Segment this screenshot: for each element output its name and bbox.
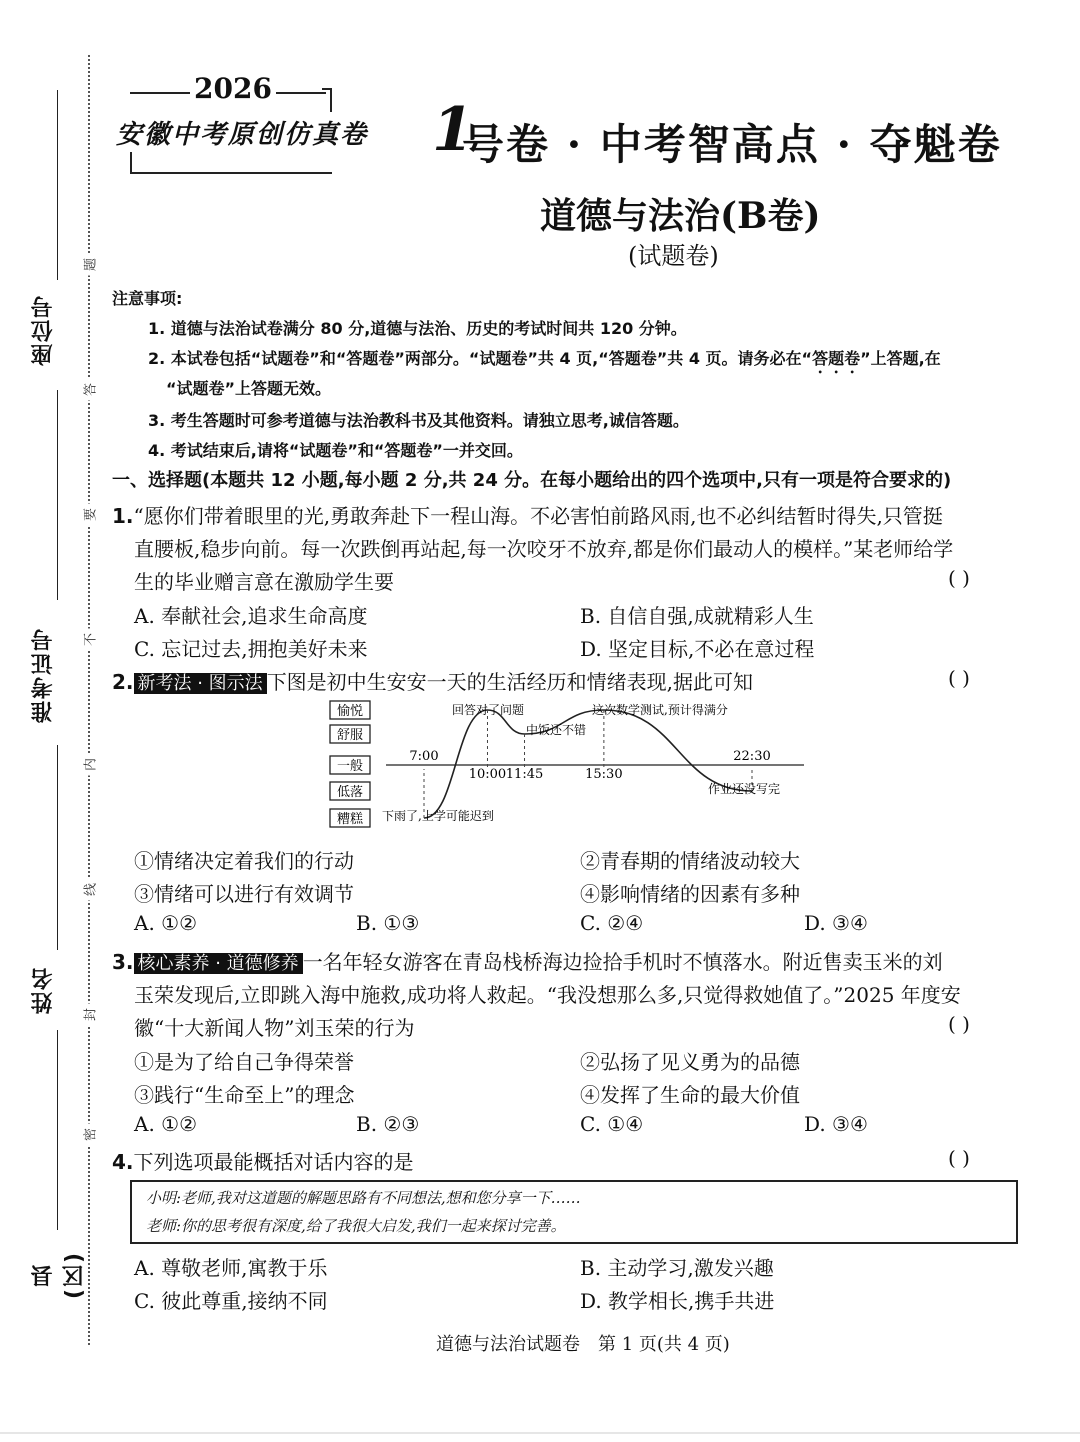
option-a: A. 尊敬老师,寓教于乐 <box>134 1256 328 1280</box>
county-label: 县(区) <box>31 1250 87 1300</box>
question-number: 3. <box>112 950 134 974</box>
bottom-rule <box>0 1432 1080 1434</box>
notice-item-2-cont: “试题卷”上答题无效。 <box>166 379 332 398</box>
answer-paren: ( ) <box>948 1146 970 1170</box>
q3-text: 一名年轻女游客在青岛栈桥海边捡拾手机时不慎落水。附近售卖玉米的刘 <box>302 950 943 974</box>
statement-1: ①是为了给自己争得荣誉 <box>134 1050 354 1074</box>
seat-number-line <box>57 90 58 280</box>
statement-2: ②青春期的情绪波动较大 <box>580 849 800 873</box>
q4-stem-line <box>112 1146 414 1175</box>
q3-stem-line: 玉荣发现后,立即跳入海中施救,成功将人救起。“我没想那么多,只觉得救她值了。”2025 年度安 <box>134 983 961 1007</box>
seal-char: 封 <box>80 1004 99 1026</box>
notice-emphasis: 答题卷 <box>812 349 861 368</box>
seal-char: 答 <box>80 379 99 401</box>
option-c: C. ①④ <box>580 1112 644 1136</box>
mood-chart <box>326 698 806 834</box>
year-rule-left <box>130 92 190 94</box>
answer-paren: ( ) <box>948 1012 970 1036</box>
level-label: 一般 <box>336 759 364 774</box>
seal-char: 题 <box>80 254 99 276</box>
option-d: D. ③④ <box>804 911 868 935</box>
seal-char: 要 <box>80 504 99 526</box>
page-footer: 道德与法治试题卷 第 1 页(共 4 页) <box>436 1334 730 1355</box>
option-c: C. ②④ <box>580 911 644 935</box>
paper-subtitle: (试题卷) <box>628 242 719 270</box>
option-b: B. ②③ <box>356 1112 420 1136</box>
chart-annotation: 中饭还不错 <box>526 723 587 737</box>
q1-text: “愿你们带着眼里的光,勇敢奔赴下一程山海。不必害怕前路风雨,也不必纠结暂时得失,只管挺 <box>133 504 943 528</box>
question-number: 4. <box>112 1150 134 1174</box>
time-tick-label: 22:30 <box>733 749 771 764</box>
dialog-line-student: 小明:老师,我对这道题的解题思路有不同想法,想和您分享一下…… <box>146 1189 581 1207</box>
option-b: B. 自信自强,成就精彩人生 <box>580 604 814 628</box>
time-tick-label: 7:00 <box>409 749 439 764</box>
brand-bracket-bottom <box>130 152 332 174</box>
option-b: B. ①③ <box>356 911 420 935</box>
exam-year: 2026 <box>190 72 276 105</box>
option-b: B. 主动学习,激发兴趣 <box>580 1256 774 1280</box>
option-a: A. 奉献社会,追求生命高度 <box>134 604 368 628</box>
seal-char: 内 <box>80 754 99 776</box>
q3-stem-line: 徽“十大新闻人物”刘玉荣的行为 <box>134 1016 415 1040</box>
time-tick-label: 10:00 <box>468 767 507 782</box>
statement-1: ①情绪决定着我们的行动 <box>134 849 354 873</box>
notice-item-1: 1. 道德与法治试卷满分 80 分,道德与法治、历史的考试时间共 120 分钟。 <box>148 319 687 338</box>
chart-annotation: 这次数学测试,预计得满分 <box>592 703 728 717</box>
level-label: 糟糕 <box>336 812 364 827</box>
option-a: A. ①② <box>134 911 198 935</box>
question-tag: 新考法 · 图示法 <box>134 673 267 694</box>
statement-3: ③践行“生命至上”的理念 <box>134 1083 355 1107</box>
seat-number-label: 座位号 <box>31 294 56 366</box>
exam-id-label: 准考证号 <box>31 627 56 723</box>
notice-item-2-text: 2. 本试卷包括“试题卷”和“答题卷”两部分。“试题卷”共 4 页,“答题卷”共 4 页。请务必在“ <box>148 349 813 368</box>
chart-annotation: 回答对了问题 <box>452 703 525 717</box>
name-line <box>57 745 58 950</box>
q1-stem-line <box>112 500 943 529</box>
q2-text: 下图是初中生安安一天的生活经历和情绪表现,据此可知 <box>266 670 754 694</box>
q1-stem-line: 生的毕业赠言意在激励学生要 <box>134 570 394 594</box>
q2-stem-line <box>112 666 753 695</box>
statement-3: ③情绪可以进行有效调节 <box>134 882 354 906</box>
notice-item-3: 3. 考生答题时可参考道德与法治教科书及其他资料。请独立思考,诚信答题。 <box>148 411 689 430</box>
question-number: 1. <box>112 504 134 528</box>
option-c: C. 彼此尊重,接纳不同 <box>134 1289 328 1313</box>
level-label: 低落 <box>336 785 364 800</box>
option-a: A. ①② <box>134 1112 198 1136</box>
binding-dotted-line <box>88 55 90 1345</box>
notice-item-4: 4. 考试结束后,请将“试题卷”和“答题卷”一并交回。 <box>148 441 523 460</box>
option-d: D. 教学相长,携手共进 <box>580 1289 775 1313</box>
q1-stem-line: 直腰板,稳步向前。每一次跌倒再站起,每一次咬牙不放弃,都是你们最动人的模样。”某老师给学 <box>134 537 954 561</box>
section-heading: 一、选择题(本题共 12 小题,每小题 2 分,共 24 分。在每小题给出的四个选项中,只有一项是符合要求的) <box>112 470 952 491</box>
notice-item-2-text: ”上答题,在 <box>860 349 941 368</box>
question-tag: 核心素养 · 道德修养 <box>134 953 303 974</box>
q3-stem-line <box>112 946 943 975</box>
series-number: 1 <box>432 95 474 165</box>
level-label: 愉悦 <box>336 704 364 719</box>
level-label: 舒服 <box>336 728 364 743</box>
brand-title: 安徽中考原创仿真卷 <box>116 120 369 150</box>
mood-curve <box>424 710 752 818</box>
statement-4: ④发挥了生命的最大价值 <box>580 1083 800 1107</box>
county-line <box>57 1030 58 1230</box>
seal-char: 密 <box>80 1124 99 1146</box>
time-tick-label: 15:30 <box>585 767 623 782</box>
option-d: D. ③④ <box>804 1112 868 1136</box>
notice-item-2 <box>148 346 941 377</box>
question-number: 2. <box>112 670 134 694</box>
q4-text: 下列选项最能概括对话内容的是 <box>133 1150 414 1174</box>
year-banner <box>130 72 330 108</box>
answer-paren: ( ) <box>948 566 970 590</box>
chart-annotation: 作业还没写完 <box>708 782 781 796</box>
exam-id-line <box>57 390 58 600</box>
answer-paren: ( ) <box>948 666 970 690</box>
option-d: D. 坚定目标,不必在意过程 <box>580 637 815 661</box>
statement-4: ④影响情绪的因素有多种 <box>580 882 800 906</box>
chart-annotation: 下雨了,上学可能迟到 <box>382 809 494 823</box>
notice-heading: 注意事项: <box>112 289 183 308</box>
time-tick-label: 11:45 <box>505 767 544 782</box>
name-label: 姓名 <box>31 966 56 1014</box>
statement-2: ②弘扬了见义勇为的品德 <box>580 1050 800 1074</box>
seal-char: 线 <box>80 879 99 901</box>
option-c: C. 忘记过去,拥抱美好未来 <box>134 637 368 661</box>
dialog-line-teacher: 老师:你的思考很有深度,给了我很大启发,我们一起来探讨完善。 <box>146 1217 566 1235</box>
dialog-box <box>130 1180 1018 1244</box>
series-title: 号卷 · 中考智高点 · 夺魁卷 <box>462 120 1002 169</box>
seal-char: 不 <box>80 629 99 651</box>
brand-bracket-top <box>322 88 332 112</box>
subject-title: 道德与法治(B卷) <box>540 195 821 237</box>
